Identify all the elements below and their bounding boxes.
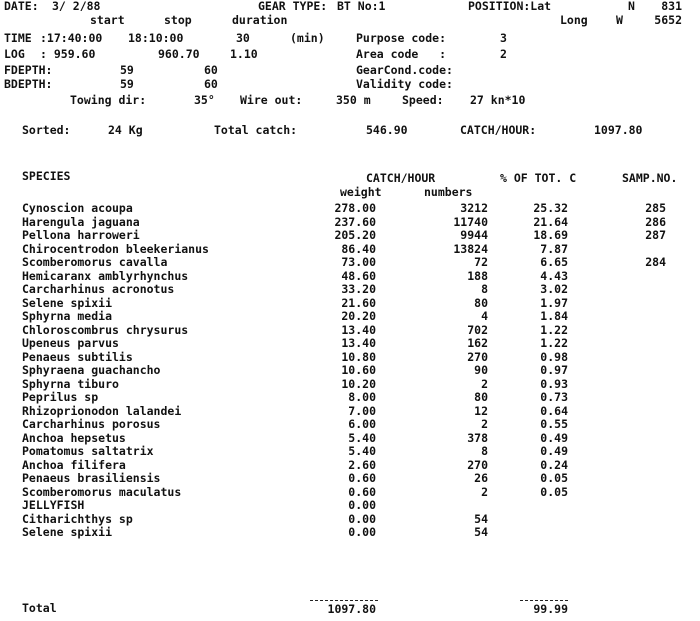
catch-numbers: 3212 — [460, 201, 488, 215]
validity-code-label: Validity code: — [356, 77, 453, 91]
longitude-hemisphere: W — [616, 13, 623, 27]
catch-numbers: 9944 — [460, 228, 488, 242]
column-duration-heading: duration — [232, 13, 288, 27]
species-name: Sphyrna media — [22, 309, 113, 323]
percent-of-total: 3.02 — [540, 282, 568, 296]
percent-of-total: 0.05 — [540, 484, 568, 499]
percent-of-total: 25.32 — [533, 201, 568, 215]
species-name: Chloroscombrus chrysurus — [22, 322, 189, 337]
species-name: Chirocentrodon bleekerianus — [22, 241, 209, 256]
percent-of-total: 1.97 — [540, 295, 568, 310]
sorted-value: 24 Kg — [108, 123, 143, 137]
column-start-heading: start — [90, 13, 125, 27]
percent-of-total: 0.05 — [540, 471, 568, 485]
sample-number-column-heading: SAMP.NO. — [622, 171, 678, 185]
purpose-code-label: Purpose code: — [356, 31, 447, 45]
species-name: Scomberomorus cavalla — [22, 255, 168, 269]
wire-out-value: 350 m — [336, 93, 371, 107]
catch-numbers: 378 — [467, 430, 488, 445]
fdepth-stop: 60 — [204, 63, 218, 77]
species-name: Scomberomorus maculatus — [22, 484, 182, 499]
towing-direction-value: 35° — [194, 93, 215, 107]
catch-numbers: 702 — [467, 322, 488, 337]
species-name: Selene spixii — [22, 295, 113, 310]
position-label: POSITION:Lat — [468, 0, 552, 13]
log-stop: 960.70 — [158, 47, 200, 61]
total-percent: 99.99 — [533, 602, 568, 616]
log-start: : 959.60 — [40, 47, 96, 61]
catch-weight: 5.40 — [348, 444, 376, 458]
species-name: Peprilus sp — [22, 390, 99, 404]
percent-of-total: 6.65 — [540, 255, 568, 269]
catch-weight: 278.00 — [334, 201, 376, 215]
catch-numbers: 8 — [481, 444, 488, 458]
catch-weight: 20.20 — [341, 309, 376, 323]
species-name: Sphyrna tiburo — [22, 376, 119, 391]
percent-of-total: 18.69 — [533, 228, 568, 242]
catch-weight: 10.20 — [341, 376, 376, 391]
catch-weight: 205.20 — [334, 228, 376, 242]
total-weight: 1097.80 — [327, 602, 376, 616]
date-label: DATE: — [4, 0, 39, 13]
catch-weight: 10.80 — [341, 349, 376, 364]
catch-weight: 33.20 — [341, 282, 376, 296]
latitude-hemisphere: N — [628, 0, 635, 13]
species-column-heading: SPECIES — [22, 169, 71, 183]
numbers-subheading: numbers — [424, 185, 473, 199]
percent-of-total: 0.55 — [540, 417, 568, 431]
catch-weight: 13.40 — [341, 322, 376, 337]
percent-of-total: 21.64 — [533, 214, 568, 229]
catch-numbers: 188 — [467, 268, 488, 283]
percent-of-total: 7.87 — [540, 241, 568, 256]
sample-number: 285 — [645, 201, 666, 215]
catch-numbers: 11740 — [453, 214, 488, 229]
catch-weight: 13.40 — [341, 336, 376, 350]
bdepth-stop: 60 — [204, 77, 218, 91]
percent-total-rule — [520, 600, 568, 601]
catch-weight: 0.00 — [348, 511, 376, 526]
percent-of-total: 0.93 — [540, 376, 568, 391]
species-name: Selene spixii — [22, 525, 113, 539]
percent-of-total: 0.24 — [540, 457, 568, 472]
towing-direction-label: Towing dir: — [70, 93, 147, 107]
sample-number: 286 — [645, 214, 666, 229]
time-unit: (min) — [290, 31, 325, 45]
species-name: Penaeus brasiliensis — [22, 471, 161, 485]
total-catch-label: Total catch: — [214, 123, 298, 137]
percent-of-total: 0.64 — [540, 403, 568, 418]
latitude-value: 831 — [661, 0, 682, 13]
catch-numbers: 54 — [474, 525, 488, 539]
bdepth-start: 59 — [120, 77, 134, 91]
catch-numbers: 270 — [467, 457, 488, 472]
weight-subheading: weight — [340, 185, 382, 199]
longitude-label: Long — [560, 13, 588, 27]
fdepth-start: 59 — [120, 63, 134, 77]
percent-of-total: 1.22 — [540, 322, 568, 337]
species-name: Citharichthys sp — [22, 511, 133, 526]
gear-type-value: BT No:1 — [337, 0, 386, 13]
catch-per-hour-label: CATCH/HOUR: — [460, 123, 537, 137]
catch-weight: 0.00 — [348, 525, 376, 539]
catch-numbers: 12 — [474, 403, 488, 418]
catch-weight: 0.60 — [348, 484, 376, 499]
catch-numbers: 80 — [474, 295, 488, 310]
catch-numbers: 54 — [474, 511, 488, 526]
species-name: Rhizoprionodon lalandei — [22, 403, 182, 418]
catch-numbers: 13824 — [453, 241, 488, 256]
catch-weight: 0.60 — [348, 471, 376, 485]
sample-number: 287 — [645, 228, 666, 242]
catch-numbers: 270 — [467, 349, 488, 364]
catch-weight: 8.00 — [348, 390, 376, 404]
area-code-value: 2 — [500, 47, 507, 61]
gear-condition-code-label: GearCond.code: — [356, 63, 453, 77]
species-name: Harengula jaguana — [22, 214, 140, 229]
date-value: 3/ 2/88 — [52, 0, 101, 13]
catch-weight: 237.60 — [334, 214, 376, 229]
species-name: Pomatomus saltatrix — [22, 444, 154, 458]
catch-numbers: 72 — [474, 255, 488, 269]
catch-numbers: 2 — [481, 484, 488, 499]
catch-numbers: 162 — [467, 336, 488, 350]
catch-per-hour-column-heading: CATCH/HOUR — [366, 171, 436, 185]
catch-weight: 0.00 — [348, 498, 376, 512]
speed-label: Speed: — [402, 93, 444, 107]
log-duration: 1.10 — [230, 47, 258, 61]
catch-weight: 21.60 — [341, 295, 376, 310]
purpose-code-value: 3 — [500, 31, 507, 45]
percent-of-total: 0.49 — [540, 444, 568, 458]
longitude-value: 5652 — [654, 13, 682, 27]
time-stop: 18:10:00 — [128, 31, 184, 45]
gear-type-label: GEAR TYPE: — [258, 0, 328, 13]
catch-numbers: 4 — [481, 309, 488, 323]
time-start: :17:40:00 — [40, 31, 103, 45]
species-name: Anchoa filifera — [22, 457, 126, 472]
percent-of-total: 4.43 — [540, 268, 568, 283]
wire-out-label: Wire out: — [240, 93, 303, 107]
area-code-label: Area code : — [356, 47, 447, 61]
catch-numbers: 2 — [481, 376, 488, 391]
catch-weight: 10.60 — [341, 363, 376, 377]
catch-weight: 7.00 — [348, 403, 376, 418]
total-label: Total — [22, 601, 57, 615]
catch-per-hour-value: 1097.80 — [594, 123, 643, 137]
percent-of-total: 0.49 — [540, 430, 568, 445]
percent-of-total: 0.73 — [540, 390, 568, 404]
fdepth-label: FDEPTH: — [4, 63, 53, 77]
catch-weight: 6.00 — [348, 417, 376, 431]
percent-of-total: 0.98 — [540, 349, 568, 364]
species-name: Upeneus parvus — [22, 336, 119, 350]
catch-weight: 73.00 — [341, 255, 376, 269]
species-name: Carcharhinus porosus — [22, 417, 161, 431]
total-catch-value: 546.90 — [366, 123, 408, 137]
time-duration: 30 — [236, 31, 250, 45]
catch-weight: 48.60 — [341, 268, 376, 283]
percent-of-total: 0.97 — [540, 363, 568, 377]
species-name: Penaeus subtilis — [22, 349, 133, 364]
weight-total-rule — [310, 600, 378, 601]
percent-of-total-column-heading: % OF TOT. C — [500, 171, 577, 185]
species-name: Hemicaranx amblyrhynchus — [22, 268, 189, 283]
catch-numbers: 26 — [474, 471, 488, 485]
species-name: Carcharhinus acronotus — [22, 282, 175, 296]
species-name: Pellona harroweri — [22, 228, 140, 242]
catch-weight: 2.60 — [348, 457, 376, 472]
catch-numbers: 2 — [481, 417, 488, 431]
catch-numbers: 90 — [474, 363, 488, 377]
species-name: Anchoa hepsetus — [22, 430, 126, 445]
percent-of-total: 1.22 — [540, 336, 568, 350]
percent-of-total: 1.84 — [540, 309, 568, 323]
catch-weight: 5.40 — [348, 430, 376, 445]
species-name: Cynoscion acoupa — [22, 201, 133, 215]
log-label: LOG — [4, 47, 25, 61]
catch-weight: 86.40 — [341, 241, 376, 256]
bdepth-label: BDEPTH: — [4, 77, 53, 91]
catch-numbers: 8 — [481, 282, 488, 296]
species-name: JELLYFISH — [22, 498, 85, 512]
sample-number: 284 — [645, 255, 666, 269]
speed-value: 27 kn*10 — [470, 93, 526, 107]
sorted-label: Sorted: — [22, 123, 71, 137]
time-label: TIME — [4, 31, 32, 45]
catch-numbers: 80 — [474, 390, 488, 404]
column-stop-heading: stop — [164, 13, 192, 27]
species-name: Sphyraena guachancho — [22, 363, 161, 377]
